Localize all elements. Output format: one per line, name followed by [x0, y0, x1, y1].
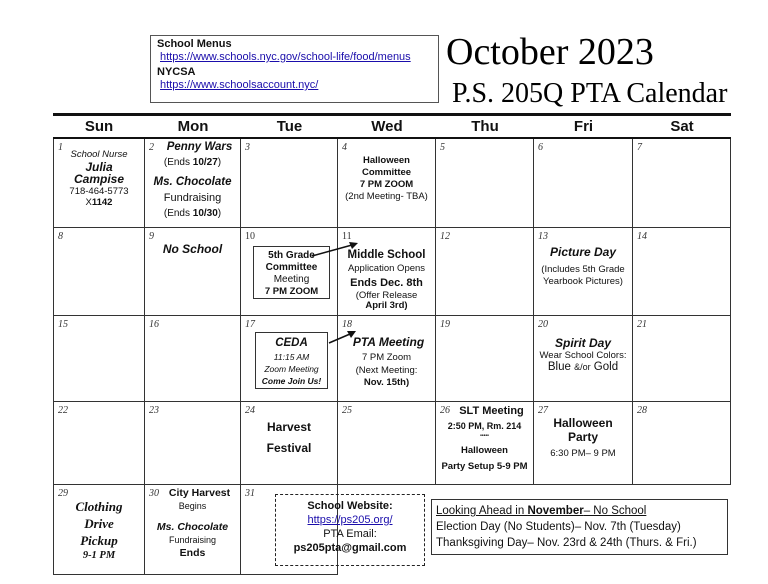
day-number: 14 — [637, 231, 647, 242]
day-number: 26 — [440, 405, 450, 416]
event-title: Spirit Day — [554, 336, 611, 350]
email-label: PTA Email: — [323, 528, 377, 540]
month-title: October 2023 — [446, 31, 654, 73]
school-website-link[interactable]: https://ps205.org/ — [307, 514, 393, 526]
event-time: 9-1 PM — [82, 550, 116, 561]
day-cell-3 — [241, 139, 338, 228]
event-detail: Ends Dec. 8th — [350, 277, 423, 289]
election-day-note: Election Day (No Students)– Nov. 7th (Tuesday) — [436, 521, 681, 533]
nurse-extension: X1142 — [85, 197, 113, 208]
event-title: Harvest — [266, 420, 312, 434]
resource-links-box — [150, 35, 439, 103]
event-detail: Fundraising — [163, 192, 222, 204]
thanksgiving-note: Thanksgiving Day– Nov. 23rd & 24th (Thurs. & Fri.) — [436, 537, 697, 549]
website-label: School Website: — [307, 500, 393, 512]
day-number: 3 — [245, 142, 250, 153]
nurse-phone: 718-464-5773 — [69, 186, 129, 197]
event-title: Middle School — [347, 249, 426, 261]
event-detail: (Includes 5th Grade — [541, 264, 625, 275]
event-detail: Wear School Colors: — [539, 350, 627, 361]
dow-wed: Wed — [371, 118, 403, 135]
day-cell-2 — [145, 139, 241, 228]
day-cell-26 — [436, 402, 534, 485]
day-number: 29 — [58, 488, 68, 499]
day-cell-7 — [633, 139, 731, 228]
day-number: 17 — [245, 319, 255, 330]
school-colors: Blue &/or Gold — [547, 361, 619, 373]
school-menus-label: School Menus — [157, 38, 232, 50]
day-cell-14 — [633, 228, 731, 316]
event-detail: 2:50 PM, Rm. 214 — [447, 421, 522, 431]
day-number: 25 — [342, 405, 352, 416]
day-cell-8 — [53, 228, 145, 316]
nurse-role: School Nurse — [70, 149, 128, 160]
dow-mon: Mon — [177, 118, 209, 135]
day-cell-9 — [145, 228, 241, 316]
day-number: 9 — [149, 231, 154, 242]
day-cell-16 — [145, 316, 241, 402]
day-cell-28 — [633, 402, 731, 485]
event-detail: Come Join Us! — [261, 376, 322, 386]
day-number: 18 — [342, 319, 352, 330]
event-time: 6:30 PM– 9 PM — [550, 448, 616, 459]
event-detail: (Ends 10/30) — [163, 208, 222, 219]
day-cell-20 — [534, 316, 633, 402]
day-cell-13 — [534, 228, 633, 316]
day-cell-27 — [534, 402, 633, 485]
november-lookahead-box — [431, 499, 728, 555]
school-website-box — [275, 494, 425, 566]
arrow-icon — [328, 328, 358, 348]
event-title: Committee — [265, 262, 318, 273]
day-cell-1 — [53, 139, 145, 228]
event-detail: (2nd Meeting- TBA) — [345, 191, 428, 202]
event-title: Halloween — [461, 445, 508, 456]
event-title: No School — [162, 242, 223, 256]
event-detail: Fundraising — [168, 535, 217, 545]
event-title: Ms. Chocolate — [156, 521, 229, 533]
day-cell-21 — [633, 316, 731, 402]
nycsa-link[interactable]: https://www.schoolsaccount.nyc/ — [160, 79, 319, 91]
day-number: 31 — [245, 488, 255, 499]
day-number: 20 — [538, 319, 548, 330]
event-title: Drive — [84, 516, 114, 531]
event-detail: (Offer Release — [355, 290, 418, 301]
event-detail: April 3rd) — [365, 300, 408, 311]
event-title: Penny Wars — [166, 141, 233, 153]
event-title: PTA Meeting — [352, 335, 425, 349]
day-number: 1 — [58, 142, 63, 153]
event-title: Party — [567, 430, 599, 444]
day-number: 10 — [245, 231, 255, 242]
day-number: 2 — [149, 142, 154, 153]
day-number: 27 — [538, 405, 548, 416]
day-cell-17 — [241, 316, 338, 402]
event-detail: Begins — [178, 501, 207, 511]
school-menus-link[interactable]: https://www.schools.nyc.gov/school-life/food/menus — [160, 51, 411, 63]
day-cell-25 — [338, 402, 436, 485]
event-detail: Party Setup 5-9 PM — [441, 461, 528, 472]
day-number: 6 — [538, 142, 543, 153]
event-title: 5th Grade — [268, 250, 315, 261]
day-number: 7 — [637, 142, 642, 153]
event-title: CEDA — [275, 337, 308, 349]
ceda-meeting-box — [255, 332, 328, 389]
day-cell-19 — [436, 316, 534, 402]
nurse-first-name: Julia — [85, 160, 113, 174]
event-title: SLT Meeting — [459, 405, 524, 417]
day-number: 24 — [245, 405, 255, 416]
event-title: Ms. Chocolate — [153, 176, 232, 188]
day-number: 13 — [538, 231, 548, 242]
day-number: 16 — [149, 319, 159, 330]
day-cell-4 — [338, 139, 436, 228]
arrow-icon — [310, 240, 360, 260]
day-number: 19 — [440, 319, 450, 330]
day-cell-15 — [53, 316, 145, 402]
event-title: City Harvest — [168, 487, 231, 499]
event-title: Clothing — [75, 499, 123, 514]
day-cell-22 — [53, 402, 145, 485]
dow-sat: Sat — [670, 118, 694, 135]
event-time: 7 PM ZOOM — [359, 179, 414, 190]
event-detail: Ends — [179, 547, 206, 559]
nurse-last-name: Campise — [73, 172, 125, 186]
day-number: 28 — [637, 405, 647, 416]
nycsa-label: NYCSA — [157, 66, 196, 78]
dow-thu: Thu — [471, 118, 499, 135]
dow-sun: Sun — [84, 118, 114, 135]
day-number: 21 — [637, 319, 647, 330]
pta-email[interactable]: ps205pta@gmail.com — [293, 542, 407, 554]
day-number: 11 — [342, 231, 352, 242]
day-number: 23 — [149, 405, 159, 416]
event-title: Committee — [361, 167, 412, 178]
day-number: 30 — [149, 488, 159, 499]
day-cell-23 — [145, 402, 241, 485]
dow-tue: Tue — [276, 118, 303, 135]
event-time: 11:15 AM — [273, 352, 310, 362]
event-detail: Application Opens — [347, 263, 426, 274]
day-cell-5 — [436, 139, 534, 228]
dow-fri: Fri — [573, 118, 594, 135]
event-title: Halloween — [553, 416, 613, 430]
day-number: 12 — [440, 231, 450, 242]
event-detail: Yearbook Pictures) — [543, 276, 623, 287]
event-title: Halloween — [363, 155, 410, 166]
day-cell-6 — [534, 139, 633, 228]
event-title: Pickup — [80, 533, 118, 548]
event-detail: (Next Meeting: — [355, 365, 418, 376]
event-title: Festival — [266, 441, 312, 455]
event-time: 7 PM ZOOM — [264, 286, 319, 297]
day-cell-24 — [241, 402, 338, 485]
day-number: 5 — [440, 142, 445, 153]
calendar-bottom-rule — [53, 574, 338, 575]
event-title: Picture Day — [549, 245, 617, 259]
calendar-subtitle: P.S. 205Q PTA Calendar — [452, 78, 728, 109]
day-cell-12 — [436, 228, 534, 316]
event-time: 7 PM Zoom — [361, 352, 412, 363]
day-number: 4 — [342, 142, 347, 153]
event-detail: Meeting — [273, 274, 310, 285]
event-detail: Zoom Meeting — [264, 364, 319, 374]
day-cell-30 — [145, 485, 241, 575]
november-heading: Looking Ahead in November– No School — [436, 505, 647, 517]
day-number: 15 — [58, 319, 68, 330]
event-detail: Nov. 15th) — [363, 377, 410, 388]
day-number: 22 — [58, 405, 68, 416]
day-number: 8 — [58, 231, 63, 242]
event-detail: (Ends 10/27) — [163, 157, 222, 168]
separator: ••••• — [480, 433, 489, 439]
day-cell-29 — [53, 485, 145, 575]
